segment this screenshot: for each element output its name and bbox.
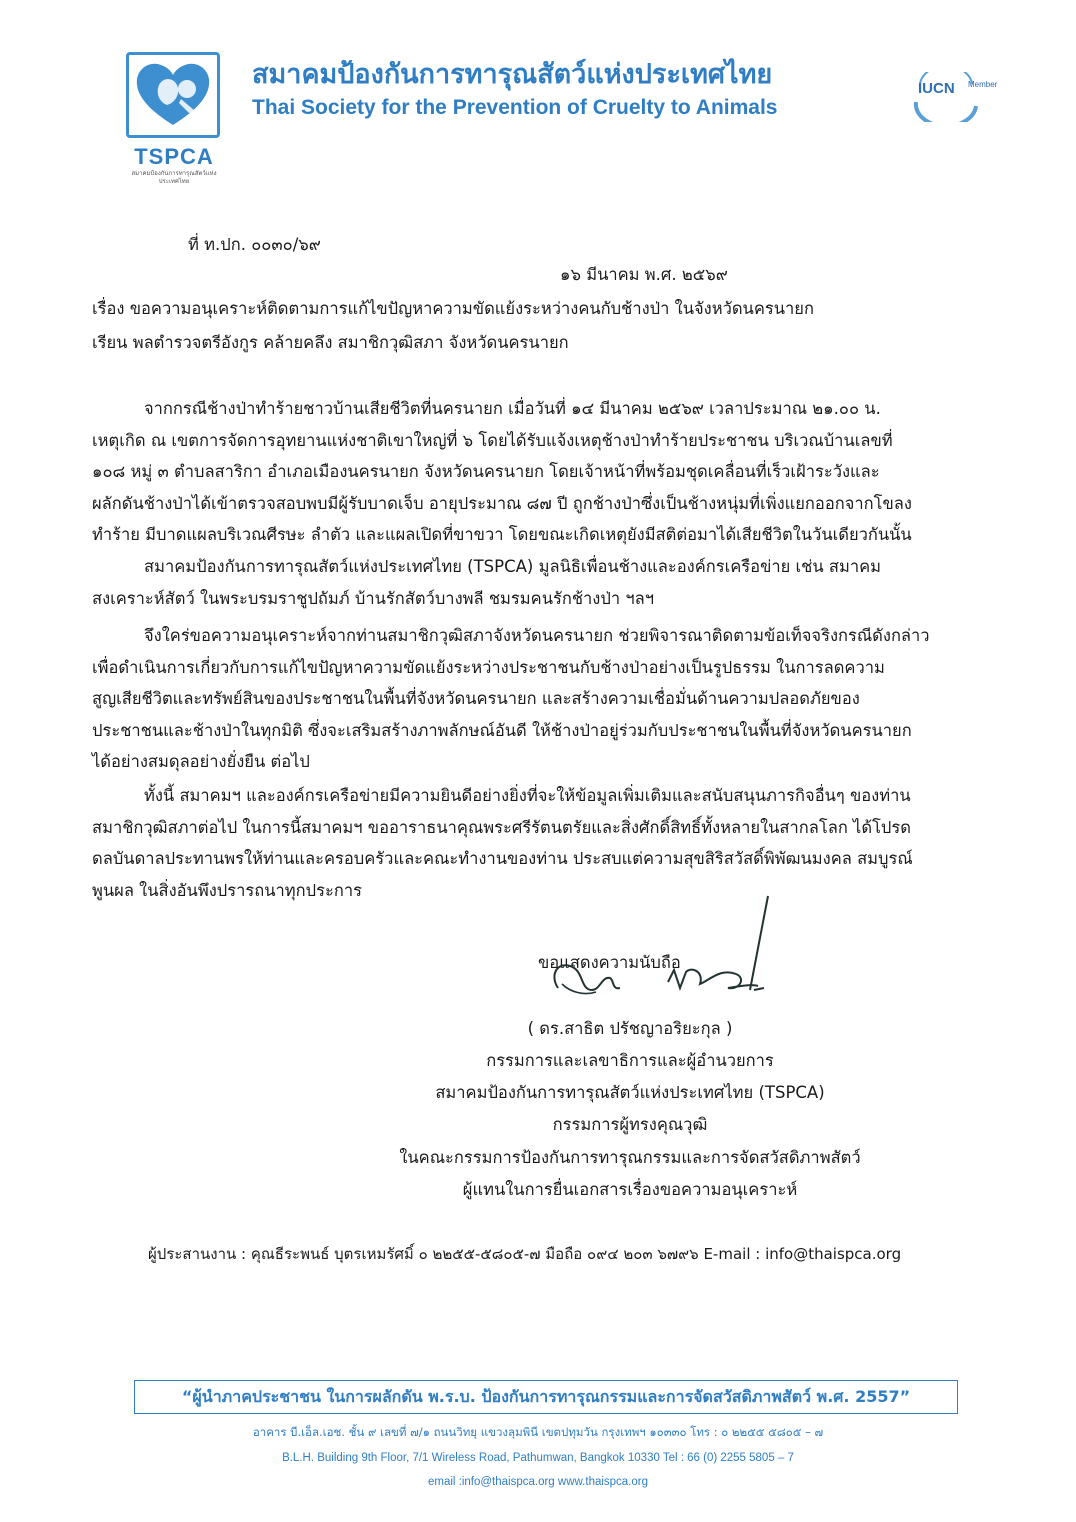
- paragraph-line: ทั้งนี้ สมาคมฯ และองค์กรเครือข่ายมีความยินดีอย่างยิ่งที่จะให้ข้อมูลเพิ่มเติมและสนับสนุนภารกิจอื่นๆ ของท่าน: [144, 786, 911, 805]
- paragraph-line: สมาคมป้องกันการทารุณสัตว์แห่งประเทศไทย (TSPCA) มูลนิธิเพื่อนช้างและองค์กรเครือข่าย เช่น สมาคม: [144, 557, 882, 576]
- footer-slogan: “ผู้นำภาคประชาชน ในการผลักดัน พ.ร.บ. ป้องกันการทารุณกรรมและการจัดสวัสดิภาพสัตว์ พ.ศ. 2557”: [134, 1380, 958, 1414]
- paragraph-line: สูญเสียชีวิตและทรัพย์สินของประชาชนในพื้นที่จังหวัดนครนายก และสร้างความเชื่อมั่นด้านความปลอดภัยของ: [92, 689, 860, 708]
- letter-recipient: เรียน พลตำรวจตรีอังกูร คล้ายคลึง สมาชิกวุฒิสภา จังหวัดนครนายก: [92, 333, 569, 352]
- reference-number: ที่ ท.ปก. ๐๐๓๐/๖๙: [188, 235, 321, 254]
- paragraph-request: [92, 620, 980, 778]
- logo-wordmark: TSPCA: [134, 144, 214, 169]
- org-name-thai: สมาคมป้องกันการทารุณสัตว์แห่งประเทศไทย: [252, 59, 773, 90]
- letter-subject: เรื่อง ขอความอนุเคราะห์ติดตามการแก้ไขปัญหาความขัดแย้งระหว่างคนกับช้างป่า ในจังหวัดนครนายก: [92, 299, 814, 318]
- closing-salutation: ขอแสดงความนับถือ: [538, 953, 681, 972]
- signatory-title-2: สมาคมป้องกันการทารุณสัตว์แห่งประเทศไทย (TSPCA): [435, 1083, 825, 1102]
- paragraph-network: [92, 551, 980, 614]
- paragraph-line: จึงใคร่ขอความอนุเคราะห์จากท่านสมาชิกวุฒิสภาจังหวัดนครนายก ช่วยพิจารณาติดตามข้อเท็จจริงกรณีดังกล่าว: [144, 626, 930, 645]
- signatory-title-5: ผู้แทนในการยื่นเอกสารเรื่องขอความอนุเคราะห์: [462, 1180, 798, 1199]
- footer-web: email :info@thaispca.org www.thaispca.org: [427, 1476, 649, 1488]
- footer-address-english: B.L.H. Building 9th Floor, 7/1 Wireless Road, Pathumwan, Bangkok 10330 Tel : 66 (0) 2255 5805 – 7: [282, 1452, 794, 1464]
- signatory-title-4: ในคณะกรรมการป้องกันการทารุณกรรมและการจัดสวัสดิภาพสัตว์: [399, 1148, 861, 1167]
- paragraph-line: เพื่อดำเนินการเกี่ยวกับการแก้ไขปัญหาความขัดแย้งระหว่างประชาชนกับช้างป่าอย่างเป็นรูปธรรม ในการลดความ: [92, 657, 885, 677]
- footer-address-thai: อาคาร บี.เอ็ล.เอช. ชั้น ๙ เลขที่ ๗/๑ ถนนวิทยุ แขวงลุมพินี เขตปทุมวัน กรุงเทพฯ ๑๐๓๓๐ โทร : ๐ ๒๒๕๕ ๕๘๐๕ – ๗: [252, 1425, 824, 1439]
- org-name-english: Thai Society for the Prevention of Cruelty to Animals: [252, 96, 778, 119]
- signatory-title-3: กรรมการผู้ทรงคุณวุฒิ: [552, 1115, 708, 1134]
- paragraph-line: ดลบันดาลประทานพรให้ท่านและครอบครัวและคณะทำงานของท่าน ประสบแต่ความสุขสิริสวัสดิ์พิพัฒนมงคล สมบูรณ์: [92, 849, 913, 868]
- letter-date: ๑๖ มีนาคม พ.ศ. ๒๕๖๙: [560, 265, 728, 284]
- paragraph-line: ได้อย่างสมดุลอย่างยั่งยืน ต่อไป: [92, 752, 310, 771]
- handwritten-signature: [540, 892, 780, 1022]
- paragraph-line: สมาชิกวุฒิสภาต่อไป ในการนี้สมาคมฯ ขออาราธนาคุณพระศรีรัตนตรัยและสิ่งศักดิ์สิทธิ์ทั้งหลายในสากลโลก ได้โปรด: [92, 817, 911, 837]
- iucn-member-label: Member: [968, 80, 998, 89]
- coordinator-contact: ผู้ประสานงาน : คุณธีระพนธ์ บุตรเหมรัศมิ์ ๐ ๒๒๕๕-๕๘๐๕-๗ มือถือ ๐๙๔ ๒๐๓ ๖๗๙๖ E-mail : info@thaispca.org: [148, 1245, 902, 1263]
- paragraph-line: ประชาชนและช้างป่าในทุกมิติ ซึ่งจะเสริมสร้างภาพลักษณ์อันดี ให้ช้างป่าอยู่ร่วมกับประชาชนในพื้นที่จังหวัดนครนายก: [92, 720, 912, 740]
- paragraph-line: เหตุเกิด ณ เขตการจัดการอุทยานแห่งชาติเขาใหญ่ที่ ๖ โดยได้รับแจ้งเหตุช้างป่าทำร้ายประชาชน บริเวณบ้านเลขที่: [92, 430, 893, 450]
- paragraph-closing: [92, 780, 980, 906]
- paragraph-line: ๑๐๘ หมู่ ๓ ตำบลสาริกา อำเภอเมืองนครนายก จังหวัดนครนายก โดยเจ้าหน้าที่พร้อมชุดเคลื่อนที่เร็วเฝ้าระวังและ: [92, 462, 880, 481]
- iucn-label: IUCN: [918, 80, 955, 97]
- paragraph-line: จากกรณีช้างป่าทำร้ายชาวบ้านเสียชีวิตที่นครนายก เมื่อวันที่ ๑๔ มีนาคม ๒๕๖๙ เวลาประมาณ ๒๑.๐๐ น.: [144, 399, 881, 418]
- signatory-title-1: กรรมการและเลขาธิการและผู้อำนวยการ: [486, 1051, 774, 1070]
- paragraph-incident: [92, 393, 980, 551]
- logo-subtext: สมาคมป้องกันการทารุณสัตว์แห่งประเทศไทย: [131, 170, 217, 185]
- tspca-logo: [126, 52, 220, 138]
- paragraph-line: พูนผล ในสิ่งอันพึงปรารถนาทุกประการ: [92, 880, 362, 900]
- animal-heart-icon: [129, 55, 217, 135]
- paragraph-line: สงเคราะห์สัตว์ ในพระบรมราชูปถัมภ์ บ้านรักสัตว์บางพลี ชมรมคนรักช้างป่า ฯลฯ: [92, 588, 654, 608]
- paragraph-line: ผลักดันช้างป่าได้เข้าตรวจสอบพบมีผู้รับบาดเจ็บ อายุประมาณ ๘๗ ปี ถูกช้างป่าซึ่งเป็นช้างหนุ่มที่เพิ่งแยกออกจากโขลง: [92, 493, 912, 513]
- paragraph-line: ทำร้าย มีบาดแผลบริเวณศีรษะ ลำตัว และแผลเปิดที่ขาขวา โดยขณะเกิดเหตุยังมีสติต่อมาได้เสียชีวิตในวันเดียวกันนั้น: [92, 525, 912, 544]
- signatory-name: ( ดร.สาธิต ปรัชญาอริยะกุล ): [527, 1019, 733, 1038]
